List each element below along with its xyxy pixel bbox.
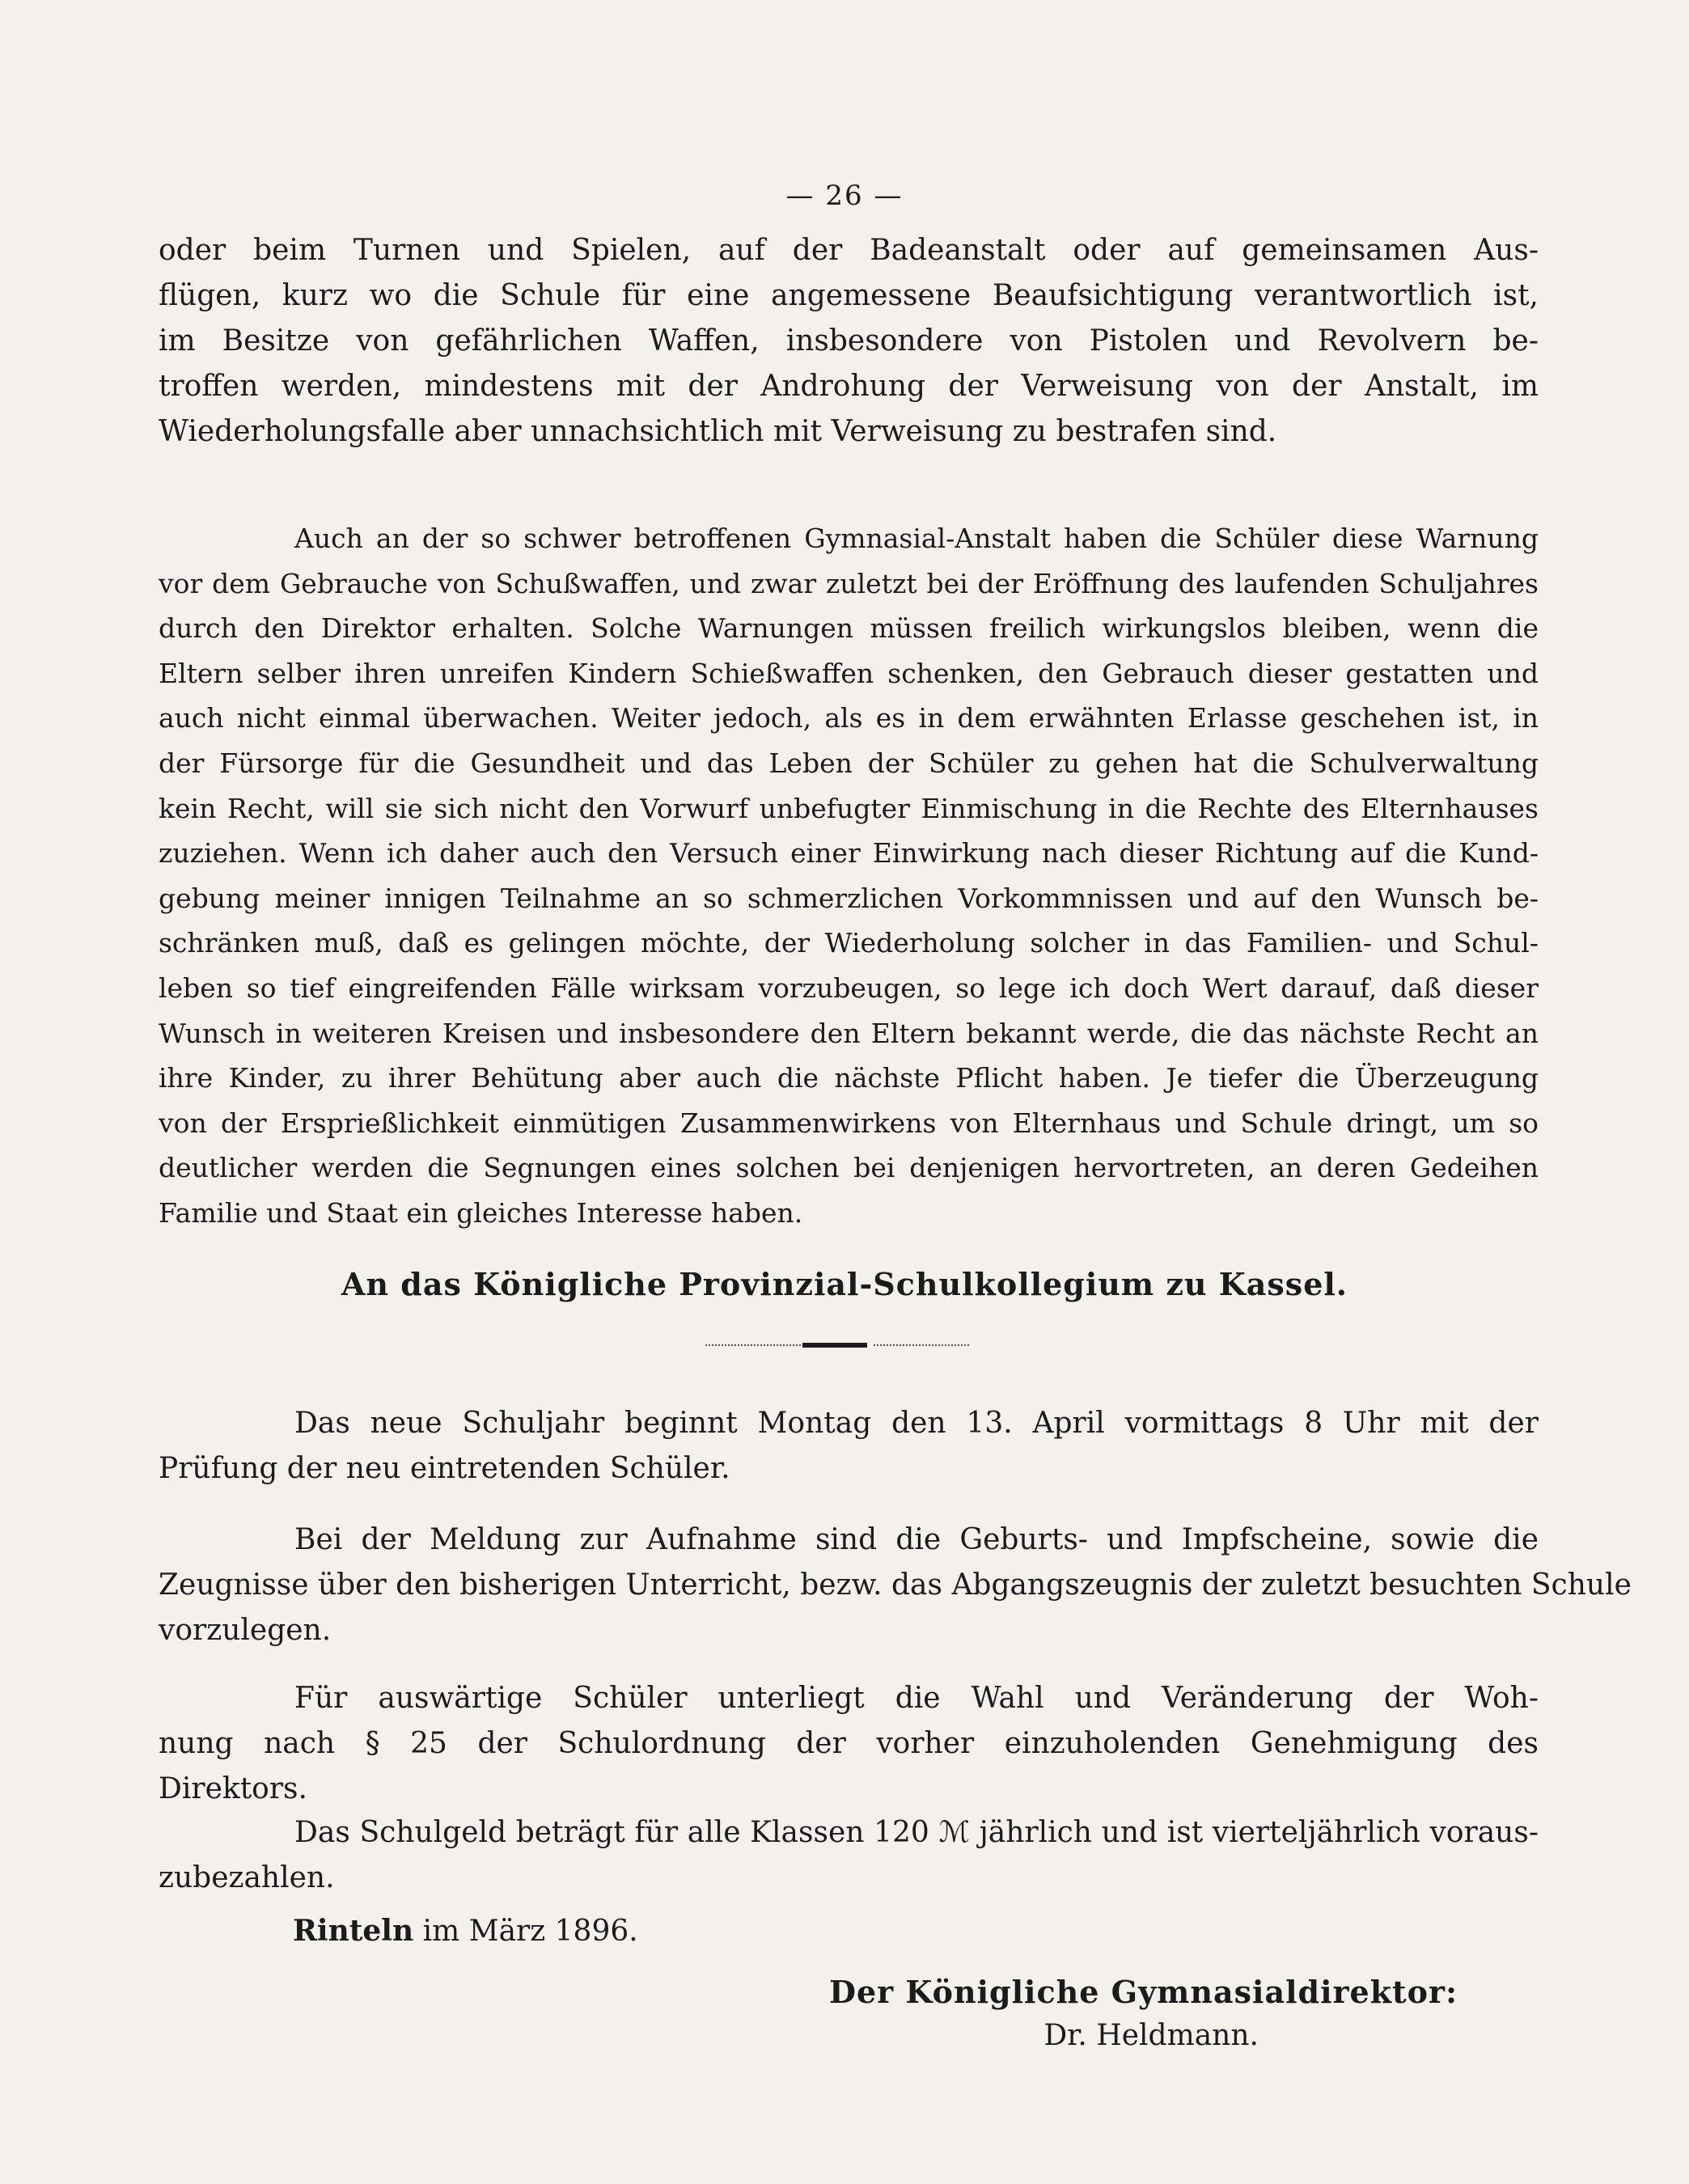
text-line: von der Ersprießlichkeit einmütigen Zusammenwirkens von Elternhaus und Schule dringt, um so: [159, 1107, 1539, 1139]
paragraph-6: [159, 1810, 1539, 1901]
signature-name: Dr. Heldmann.: [1043, 2019, 1259, 2052]
text-line: Wiederholungsfalle aber unnachsichtlich mit Verweisung zu bestrafen sind.: [159, 415, 1277, 448]
signature-title: Der Königliche Gymnasialdirektor:: [829, 1974, 1458, 2010]
paragraph-1: [159, 228, 1539, 455]
text-line: deutlicher werden die Segnungen eines solchen bei denjenigen hervortreten, an deren Gedeihen: [159, 1152, 1539, 1184]
text-line: zuziehen. Wenn ich daher auch den Versuch einer Einwirkung nach dieser Richtung auf die Kund-: [159, 837, 1539, 870]
recipient-heading: An das Königliche Provinzial-Schulkollegium zu Kassel.: [341, 1266, 1348, 1302]
paragraph-5: [159, 1676, 1539, 1812]
text-line: schränken muß, daß es gelingen möchte, der Wiederholung solcher in das Familien- und Schul-: [159, 927, 1539, 959]
paragraph-4: [159, 1517, 1632, 1653]
divider: [697, 1341, 972, 1349]
text-line: nung nach § 25 der Schulordnung der vorher einzuholenden Genehmigung des: [159, 1727, 1539, 1760]
text-line: Für auswärtige Schüler unterliegt die Wahl und Veränderung der Woh-: [294, 1682, 1539, 1715]
page-number: — 26 —: [785, 180, 904, 212]
text-line: Das neue Schuljahr beginnt Montag den 13. April vormittags 8 Uhr mit der: [294, 1407, 1539, 1440]
text-line: vorzulegen.: [159, 1614, 332, 1647]
text-line: troffen werden, mindestens mit der Androhung der Verweisung von der Anstalt, im: [159, 370, 1539, 403]
text-line: Eltern selber ihren unreifen Kindern Schießwaffen schenken, den Gebrauch dieser gestatten und: [159, 657, 1539, 689]
paragraph-2: [159, 516, 1539, 1236]
text-line: leben so tief eingreifenden Fälle wirksam vorzubeugen, so lege ich doch Wert darauf, daß dieser: [159, 971, 1539, 1004]
text-line: zubezahlen.: [159, 1861, 335, 1894]
text-line: flügen, kurz wo die Schule für eine angemessene Beaufsichtigung verantwortlich ist,: [159, 279, 1539, 312]
text-line: vor dem Gebrauche von Schußwaffen, und zwar zuletzt bei der Eröffnung des laufenden Schuljahres: [159, 567, 1539, 599]
text-line: durch den Direktor erhalten. Solche Warnungen müssen freilich wirkungslos bleiben, wenn die: [159, 612, 1539, 645]
text-line: der Fürsorge für die Gesundheit und das Leben der Schüler zu gehen hat die Schulverwaltung: [159, 747, 1539, 779]
text-line: oder beim Turnen und Spielen, auf der Badeanstalt oder auf gemeinsamen Aus-: [159, 234, 1539, 267]
date: im März 1896.: [422, 1915, 638, 1948]
place-date: [293, 1914, 638, 1948]
text-line: kein Recht, will sie sich nicht den Vorwurf unbefugter Einmischung in die Rechte des Elternhauses: [159, 792, 1539, 824]
text-line: Auch an der so schwer betroffenen Gymnasial-Anstalt haben die Schüler diese Warnung: [294, 523, 1539, 554]
text-line: Direktors.: [159, 1772, 307, 1805]
text-line: Familie und Staat ein gleiches Interesse haben.: [159, 1196, 803, 1229]
text-line: Wunsch in weiteren Kreisen und insbesondere den Eltern bekannt werde, die das nächste Recht an: [159, 1017, 1539, 1049]
place-name: Rinteln: [293, 1914, 414, 1948]
text-line: Das Schulgeld beträgt für alle Klassen 120 ℳ jährlich und ist vierteljährlich voraus-: [294, 1816, 1539, 1849]
text-line: auch nicht einmal überwachen. Weiter jedoch, als es in dem erwähnten Erlasse geschehen ist, in: [159, 702, 1539, 734]
text-line: Bei der Meldung zur Aufnahme sind die Geburts- und Impfscheine, sowie die: [294, 1523, 1539, 1556]
text-line: ihre Kinder, zu ihrer Behütung aber auch die nächste Pflicht haben. Je tiefer die Überzeugung: [159, 1062, 1539, 1094]
text-line: gebung meiner innigen Teilnahme an so schmerzlichen Vorkommnissen und auf den Wunsch be-: [159, 882, 1539, 914]
paragraph-3: [159, 1401, 1539, 1492]
text-line: Prüfung der neu eintretenden Schüler.: [159, 1452, 730, 1485]
text-line: Zeugnisse über den bisherigen Unterricht, bezw. das Abgangszeugnis der zuletzt besuchten Schule: [159, 1568, 1632, 1602]
text-line: im Besitze von gefährlichen Waffen, insbesondere von Pistolen und Revolvern be-: [159, 324, 1539, 358]
